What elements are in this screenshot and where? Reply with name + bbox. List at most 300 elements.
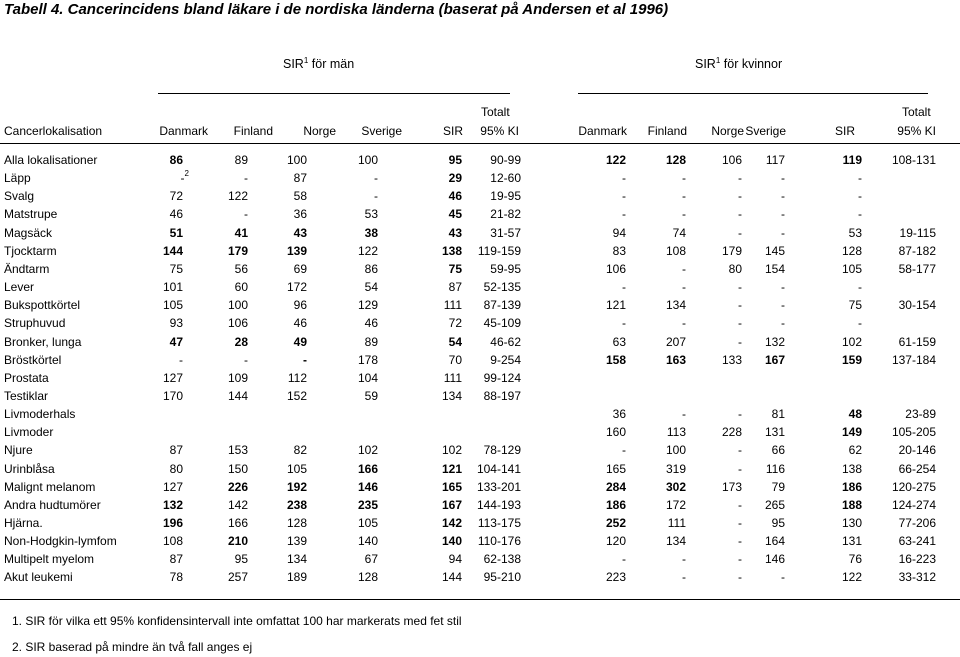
table-cell: - [244,352,248,367]
group-header-women-sup: 1 [715,56,721,65]
footnote-1: 1. SIR för vilka ett 95% konfidensintervall inte omfattat 100 har markerats med fet stil [12,614,462,628]
table-cell: 119-159 [477,243,521,258]
footnote-marker: 2 [184,169,189,179]
row-label: Malignt melanom [4,479,96,494]
table-cell: - [858,316,862,331]
table-cell: 144 [227,388,248,403]
table-cell: 45-109 [483,316,521,331]
table-cell: 36 [612,407,626,422]
table-cell: 172 [286,280,307,295]
table-cell: 122 [227,189,248,204]
header-location: Cancerlokalisation [4,124,103,138]
table-cell: 228 [721,425,742,440]
table-row [0,260,960,278]
table-cell: 140 [357,534,378,549]
table-cell: 95-210 [483,570,521,585]
table-cell: 58 [293,189,307,204]
table-cell: 88-197 [483,388,521,403]
table-row [0,405,960,423]
table-cell: 87-182 [898,243,936,258]
table-cell: 41 [234,225,248,240]
table-cell: 189 [286,570,307,585]
table-cell: 28 [234,334,248,349]
table-cell: 67 [364,552,378,567]
table-cell: - [738,516,742,530]
table-cell: 62-138 [483,552,521,567]
table-cell: 127 [162,370,183,385]
table-row [0,314,960,332]
table-cell: 56 [234,261,248,276]
table-cell: 128 [665,153,686,167]
table-cell: 38 [364,225,378,240]
table-cell: 173 [721,479,742,494]
table-cell: 105 [286,461,307,476]
table-cell: 9-254 [490,352,521,367]
table-cell: 66-254 [898,461,936,476]
row-label: Lever [4,280,35,295]
table-cell: - [303,352,307,367]
table-cell: 186 [841,479,862,494]
table-cell: 53 [848,225,862,240]
table-cell: - [781,298,785,313]
table-cell: 235 [357,497,378,512]
table-cell: 134 [286,552,307,567]
table-cell: 252 [605,516,626,530]
table-cell: - [244,171,248,186]
table-cell: 31-57 [490,225,521,240]
table-cell: 46 [364,316,378,331]
table-cell: 226 [227,479,248,494]
table-cell: 127 [162,479,183,494]
table-cell: 94 [612,225,626,240]
table-cell: 96 [293,298,307,313]
table-cell: 105-205 [891,425,936,440]
table-row [0,187,960,205]
row-label: Non-Hodgkin-lymfom [4,534,117,549]
table-cell: - [781,171,785,186]
table-cell: - [622,552,626,567]
table-cell: 87-139 [483,298,521,313]
table-cell: 63 [612,334,626,349]
table-cell: 105 [357,516,378,530]
table-cell: - [738,171,742,186]
table-cell: 257 [227,570,248,585]
row-label: Andra hudtumörer [4,497,101,512]
table-cell: 166 [357,461,378,476]
table-cell: 87 [169,443,183,458]
table-cell: 100 [227,298,248,313]
table-cell: 101 [162,280,183,295]
table-row [0,387,960,405]
table-cell: 104-141 [476,461,521,476]
table-cell: 106 [227,316,248,331]
table-cell: 87 [169,552,183,567]
table-cell: 95 [448,153,462,167]
table-cell: 89 [364,334,378,349]
table-cell: 111 [667,516,686,530]
table-cell: 165 [441,479,462,494]
table-cell: 128 [357,570,378,585]
table-cell: 144 [441,570,462,585]
table-cell: 166 [227,516,248,530]
table-cell: 139 [286,534,307,549]
table-cell: 102 [357,443,378,458]
table-cell: 87 [293,171,307,186]
header-rule [0,143,960,144]
table-cell: - [738,207,742,222]
table-cell: 132 [764,334,785,349]
table-cell: 77-206 [898,516,936,530]
row-label: Njure [4,443,33,458]
table-row [0,351,960,369]
table-cell: 144 [162,243,183,258]
table-cell: - [622,316,626,331]
table-cell: 188 [841,497,862,512]
table-cell: 86 [364,261,378,276]
table-cell: - [682,407,686,422]
table-cell: 62 [848,443,862,458]
table-cell: 319 [665,461,686,476]
table-cell: 223 [605,570,626,585]
table-cell: - [781,570,785,585]
table-cell: 105 [162,298,183,313]
row-label: Läpp [4,171,31,186]
table-cell: - [858,189,862,204]
table-row [0,205,960,223]
table-cell: 89 [234,153,248,167]
table-cell: 106 [721,153,742,167]
table-cell: 23-89 [905,407,936,422]
table-row [0,478,960,496]
table-cell: 142 [441,516,462,530]
row-label: Struphuvud [4,316,66,331]
column-header: Norge [303,124,336,138]
table-cell: 105 [841,261,862,276]
table-row [0,242,960,260]
row-label: Svalg [4,189,35,204]
table-cell: 265 [764,497,785,512]
group-header-men-sir: SIR [283,57,304,72]
table-cell: 80 [728,261,742,276]
table-cell: 108 [665,243,686,258]
table-row [0,169,960,187]
group-header-women [695,56,782,71]
table-cell: 154 [764,261,785,276]
table-cell: 46 [293,316,307,331]
table-cell: 75 [169,261,183,276]
table-cell: 69 [293,261,307,276]
table-cell: 121 [605,298,626,313]
table-cell: 43 [293,225,307,240]
table-cell: 152 [286,388,307,403]
table-cell: 146 [357,479,378,494]
table-cell: 113-175 [477,516,521,530]
table-cell: 124-274 [891,497,936,512]
column-header: Sverige [745,124,786,138]
table-cell: - [682,207,686,222]
table-cell: 94 [448,552,462,567]
table-cell: 76 [848,552,862,567]
table-cell: 86 [169,153,183,167]
table-cell: 54 [364,280,378,295]
table-cell: 122 [357,243,378,258]
table-row [0,369,960,387]
table-cell: 47 [169,334,183,349]
table-cell: 16-223 [898,552,936,567]
table-cell: 111 [443,298,462,313]
table-cell: 160 [605,425,626,440]
table-cell: - [682,552,686,567]
table-cell: - [622,443,626,458]
table-cell: 90-99 [490,153,521,167]
row-label: Bronker, lunga [4,334,82,349]
table-cell: 158 [605,352,626,367]
table-row [0,224,960,242]
column-header: SIR [834,124,855,138]
table-cell: 120-275 [891,479,936,494]
table-cell: 75 [848,298,862,313]
group-header-men-sup: 1 [303,56,309,65]
table-cell: - [781,316,785,331]
table-cell: - [622,207,626,222]
table-cell: 12-60 [490,171,521,186]
table-cell: 59 [364,388,378,403]
table-cell: 133-201 [476,479,521,494]
table-cell: 207 [665,334,686,349]
table-cell: 48 [848,407,862,422]
table-cell: 134 [665,298,686,313]
group-underline-men [158,93,510,94]
table-cell: 192 [286,479,307,494]
table-cell: 46 [448,189,462,204]
table-cell: - [858,280,862,295]
column-header: 95% KI [480,124,519,138]
table-cell: 134 [665,534,686,549]
table-cell: - [738,316,742,331]
group-underline-women [578,93,928,94]
column-header: Norge [711,124,744,138]
table-cell: 100 [665,443,686,458]
column-header: Finland [647,124,687,138]
table-cell: 149 [841,425,862,440]
table-cell: 159 [841,352,862,367]
table-cell: - [622,189,626,204]
table-cell: 100 [357,153,378,167]
table-cell: - [682,570,686,585]
table-row [0,532,960,550]
table-cell: 140 [441,534,462,549]
row-label: Matstrupe [4,207,58,222]
table-cell: 20-146 [898,443,936,458]
table-cell: 53 [364,207,378,222]
table-cell: 54 [448,334,462,349]
group-header-women-text: för kvinnor [720,57,783,72]
table-cell: 111 [443,370,462,385]
table-cell: 196 [162,516,183,530]
table-cell: 19-115 [899,225,936,240]
table-cell: - [781,225,785,240]
row-label: Tjocktarm [4,243,57,258]
table-cell: 63-241 [898,534,936,549]
table-cell: 145 [764,243,785,258]
table-cell: - [682,316,686,331]
table-cell: 95 [234,552,248,567]
table-cell: 61-159 [898,334,936,349]
table-cell: - [622,171,626,186]
column-header: SIR [442,124,463,138]
table-cell: 102 [441,443,462,458]
table-cell: - [738,407,742,422]
table-row [0,296,960,314]
row-label: Livmoderhals [4,407,76,422]
table-cell: 134 [441,388,462,403]
header-totalt-men: Totalt [481,105,510,119]
table-cell: 75 [448,261,462,276]
table-cell: 43 [448,225,462,240]
table-cell: 74 [672,225,686,240]
table-cell: 172 [665,497,686,512]
row-label: Bröstkörtel [4,352,62,367]
table-cell: 186 [605,497,626,512]
table-cell: 51 [169,225,183,240]
row-label: Ändtarm [4,261,50,276]
table-cell: - [781,189,785,204]
table-cell: 45 [448,207,462,222]
table-cell: 33-312 [898,570,936,585]
footnote-2: 2. SIR baserad på mindre än två fall anges ej [12,640,253,654]
table-cell: 112 [287,370,307,385]
table-cell: - [738,443,742,458]
row-label: Akut leukemi [4,570,73,585]
table-cell: 117 [765,153,785,167]
group-header-women-sir: SIR [695,57,716,72]
footer-rule [0,599,960,600]
row-label: Urinblåsa [4,461,55,476]
table-cell: 70 [448,352,462,367]
table-cell: 121 [441,461,462,476]
column-header: Sverige [361,124,402,138]
table-cell: 129 [357,298,378,313]
table-cell: - [738,570,742,585]
column-header: Danmark [578,124,627,138]
table-cell: 93 [169,316,183,331]
table-cell: 72 [169,189,183,204]
table-cell: 133 [721,352,742,367]
table-cell: 49 [293,334,307,349]
table-cell: 21-82 [490,207,521,222]
table-cell: 78 [169,570,183,585]
table-title: Tabell 4. Cancerincidens bland läkare i de nordiska länderna (baserat på Andersen et al 1996) [4,1,669,18]
table-cell: - [738,189,742,204]
table-cell: 144-193 [476,497,521,512]
table-cell: 128 [286,516,307,530]
table-cell: 132 [162,497,183,512]
table-cell: 80 [169,461,183,476]
table-cell: 46 [169,207,183,222]
table-cell: 78-129 [483,443,521,458]
table-cell: 122 [605,153,626,167]
table-cell: 137-184 [891,352,936,367]
table-row [0,568,960,586]
table-cell: - [738,334,742,349]
table-cell: - [738,552,742,567]
group-header-men [283,56,354,71]
table-cell: - [622,280,626,295]
table-cell: 284 [605,479,626,494]
table-cell: 99-124 [483,370,521,385]
table-cell: 29 [448,171,462,186]
table-cell: - [781,280,785,295]
table-cell: 238 [286,497,307,512]
table-cell: 179 [721,243,742,258]
table-cell: - [738,497,742,512]
table-cell: 113 [666,425,686,440]
row-label: Magsäck [4,225,53,240]
table-cell: 167 [441,497,462,512]
table-cell: 146 [764,552,785,567]
table-cell: 131 [841,534,862,549]
column-header: 95% KI [897,124,936,138]
table-cell: 110-176 [477,534,521,549]
table-cell: 52-135 [483,280,521,295]
table-cell: 139 [286,243,307,258]
table-cell: 153 [227,443,248,458]
table-row [0,423,960,441]
table-cell: 108-131 [891,153,936,167]
table-cell: 79 [771,479,785,494]
row-label: Testiklar [4,388,49,403]
table-cell: 60 [234,280,248,295]
table-cell: 82 [293,443,307,458]
table-cell: 95 [771,516,785,530]
group-header-men-text: för män [308,57,355,72]
table-cell: - [738,534,742,549]
table-cell: 59-95 [490,261,521,276]
table-cell: 120 [605,534,626,549]
table-cell: 165 [605,461,626,476]
table-cell [181,169,189,187]
table-cell: - [682,171,686,186]
table-cell: 58-177 [898,261,936,276]
table-row [0,441,960,459]
table-cell: - [738,298,742,313]
table-cell: - [374,171,378,186]
table-row [0,460,960,478]
table-row [0,333,960,351]
column-header: Danmark [159,124,208,138]
table-cell: 83 [612,243,626,258]
header-totalt-women: Totalt [902,105,931,119]
table-cell: 119 [842,153,862,167]
table-cell: - [858,207,862,222]
table-cell: 131 [764,425,785,440]
table-cell: 122 [841,570,862,585]
table-cell: 163 [665,352,686,367]
row-label: Alla lokalisationer [4,153,98,167]
table-cell: 36 [293,207,307,222]
table-cell: 179 [227,243,248,258]
table-cell: 170 [162,388,183,403]
table-cell: - [374,189,378,204]
table-row [0,151,960,169]
row-label: Multipelt myelom [4,552,95,567]
table-cell: 138 [441,243,462,258]
table-cell: 302 [665,479,686,494]
table-cell: - [858,171,862,186]
table-cell: 109 [227,370,248,385]
row-label: Hjärna. [4,516,43,530]
table-row [0,496,960,514]
